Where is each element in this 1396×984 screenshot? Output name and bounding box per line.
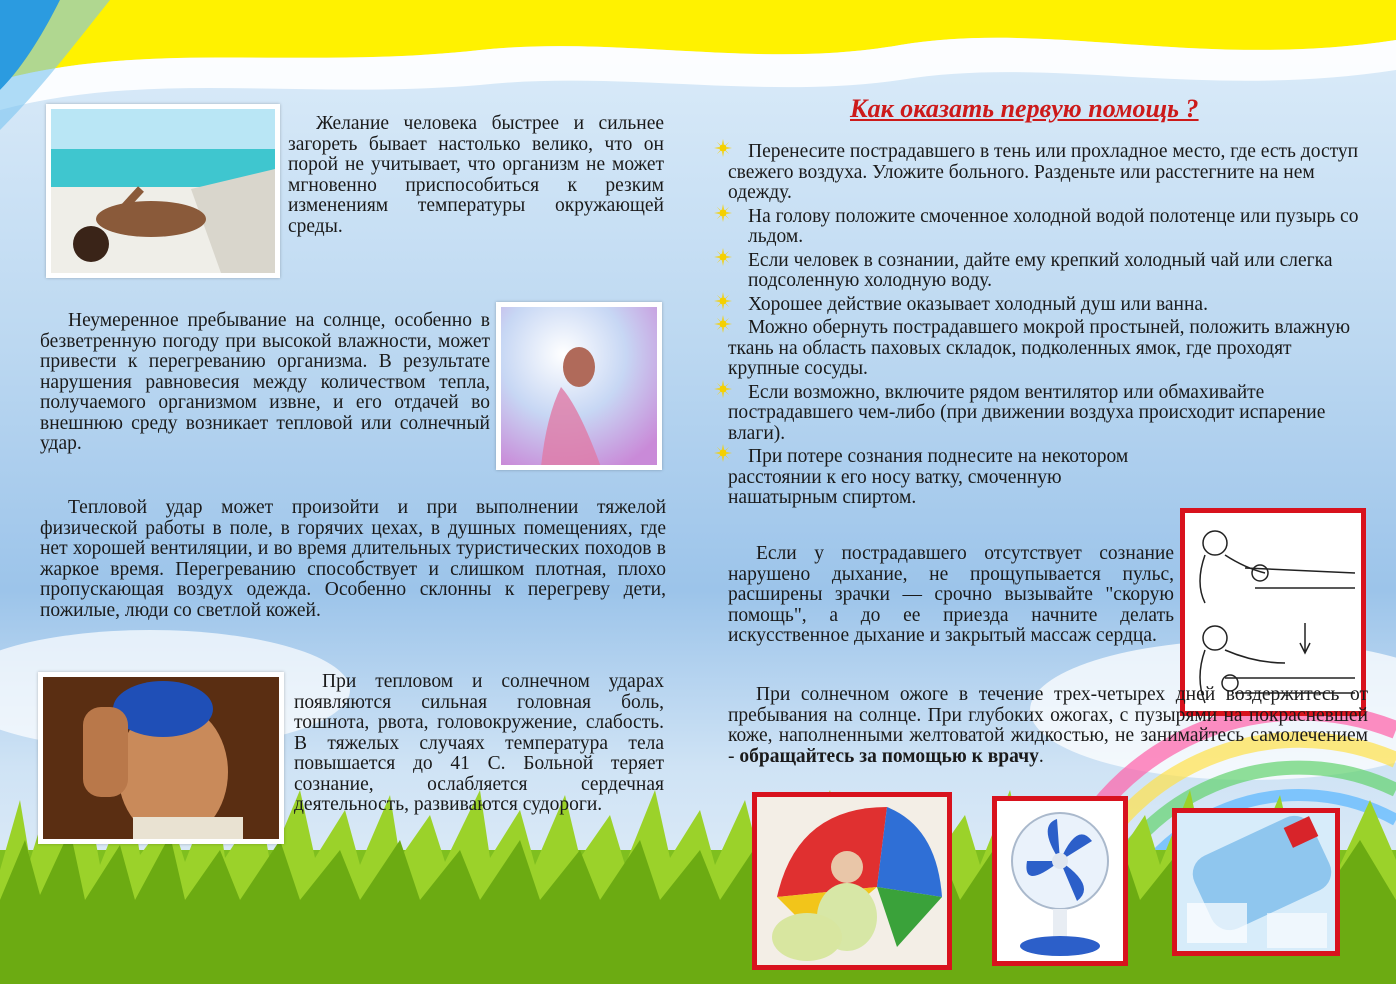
- paragraph-heatstroke-causes-text: Тепловой удар может произойти и при выполнении тяжелой физической работы в поле, в горячих цехах, в душных помещениях, где нет хорошей вентиляции, и во время длительных туристических походов в жаркое время. Перегреванию способствует и слишком плотная, плохо пропускающая воздух одежда. Особенно склонны к перегреву дети, пожилые, люди со светлой кожей.: [40, 497, 666, 621]
- list-item: При потере сознания поднесите на некотором расстоянии к его носу ватку, смоченную нашатырным спиртом.: [716, 447, 1148, 509]
- paragraph-overexposure-text: Неумеренное пребывание на солнце, особенно в безветренную погоду при высокой влажности, может привести к перегреванию организма. В результате нарушения равновесия между количеством тепла, получаемого организмом извне, и его отдачей во внешнюю среду возникает тепловой или солнечный удар.: [40, 310, 490, 454]
- photo-electric-fan: [992, 796, 1128, 966]
- first-aid-list: [716, 142, 1366, 512]
- paragraph-cpr-text: Если у пострадавшего отсутствует сознание нарушено дыхание, не прощупывается пульс, расширены зрачки — срочно вызывайте "скорую помощь", а до ее приезда начните делать искусственное дыхание и закрытый массаж сердца.: [728, 543, 1174, 646]
- list-item: Можно обернуть пострадавшего мокрой простыней, положить влажную ткань на область паховых складок, подколенных ямок, где проходят крупные сосуды.: [716, 318, 1366, 380]
- sunburn-advice: При солнечном ожоге в течение трех-четырех дней воздержитесь от пребывания на солнце. При глубоких ожогах, с пузырями на покрасневшей коже, наполненными желтоватой жидкостью, не занимайтесь самолечением -: [728, 684, 1368, 767]
- paragraph-sunburn-text: [728, 685, 1368, 767]
- sun-star-icon: [714, 248, 732, 266]
- sunburn-doctor-advice: обращайтесь за помощью к врачу: [739, 745, 1039, 767]
- sun-star-icon: [714, 292, 732, 310]
- sun-star-icon: [714, 315, 732, 333]
- sun-star-icon: [714, 204, 732, 222]
- paragraph-symptoms: [294, 672, 664, 816]
- list-item: На голову положите смоченное холодной водой полотенце или пузырь со льдом.: [716, 207, 1366, 248]
- photo-woman-in-sunlight: [496, 302, 662, 470]
- list-item: Если возможно, включите рядом вентилятор или обмахивайте пострадавшего чем-либо (при движении воздуха происходит испарение влаги).: [716, 383, 1366, 445]
- sun-star-icon: [714, 444, 732, 462]
- paragraph-tanning: [288, 114, 664, 237]
- paragraph-sunburn: [728, 685, 1368, 767]
- sun-star-icon: [714, 139, 732, 157]
- list-item: Перенесите пострадавшего в тень или прохладное место, где есть доступ свежего воздуха. Уложите больного. Разденьте или расстегните на нем одежду.: [716, 142, 1366, 204]
- paragraph-cpr: [728, 544, 1174, 647]
- sun-star-icon: [714, 380, 732, 398]
- first-aid-title: Как оказать первую помощь ?: [850, 94, 1199, 123]
- paragraph-tanning-text: Желание человека быстрее и сильнее загореть бывает настолько велико, что он порой не учитывает, что организм не может мгновенно приспособиться к резким изменениям температуры окружающей среды.: [288, 113, 664, 237]
- sunburn-end: .: [1038, 745, 1044, 767]
- photo-child-with-umbrella: [752, 792, 952, 970]
- photo-cold-water-bottle: [1172, 808, 1340, 956]
- paragraph-heatstroke-causes: [40, 498, 666, 621]
- list-item: Если человек в сознании, дайте ему крепкий холодный чай или слегка подсоленную холодную воду.: [716, 251, 1366, 292]
- photo-man-with-ice-pack: [38, 672, 284, 844]
- paragraph-overexposure: [40, 311, 490, 455]
- photo-sunbathing-woman: [46, 104, 280, 278]
- list-item: Хорошее действие оказывает холодный душ или ванна.: [716, 295, 1366, 316]
- paragraph-symptoms-text: При тепловом и солнечном ударах появляются сильная головная боль, тошнота, рвота, головокружение, слабость. В тяжелых случаях температура тела повышается до 41 С. Больной теряет сознание, ослабляется сердечная деятельность, развиваются судороги.: [294, 671, 664, 815]
